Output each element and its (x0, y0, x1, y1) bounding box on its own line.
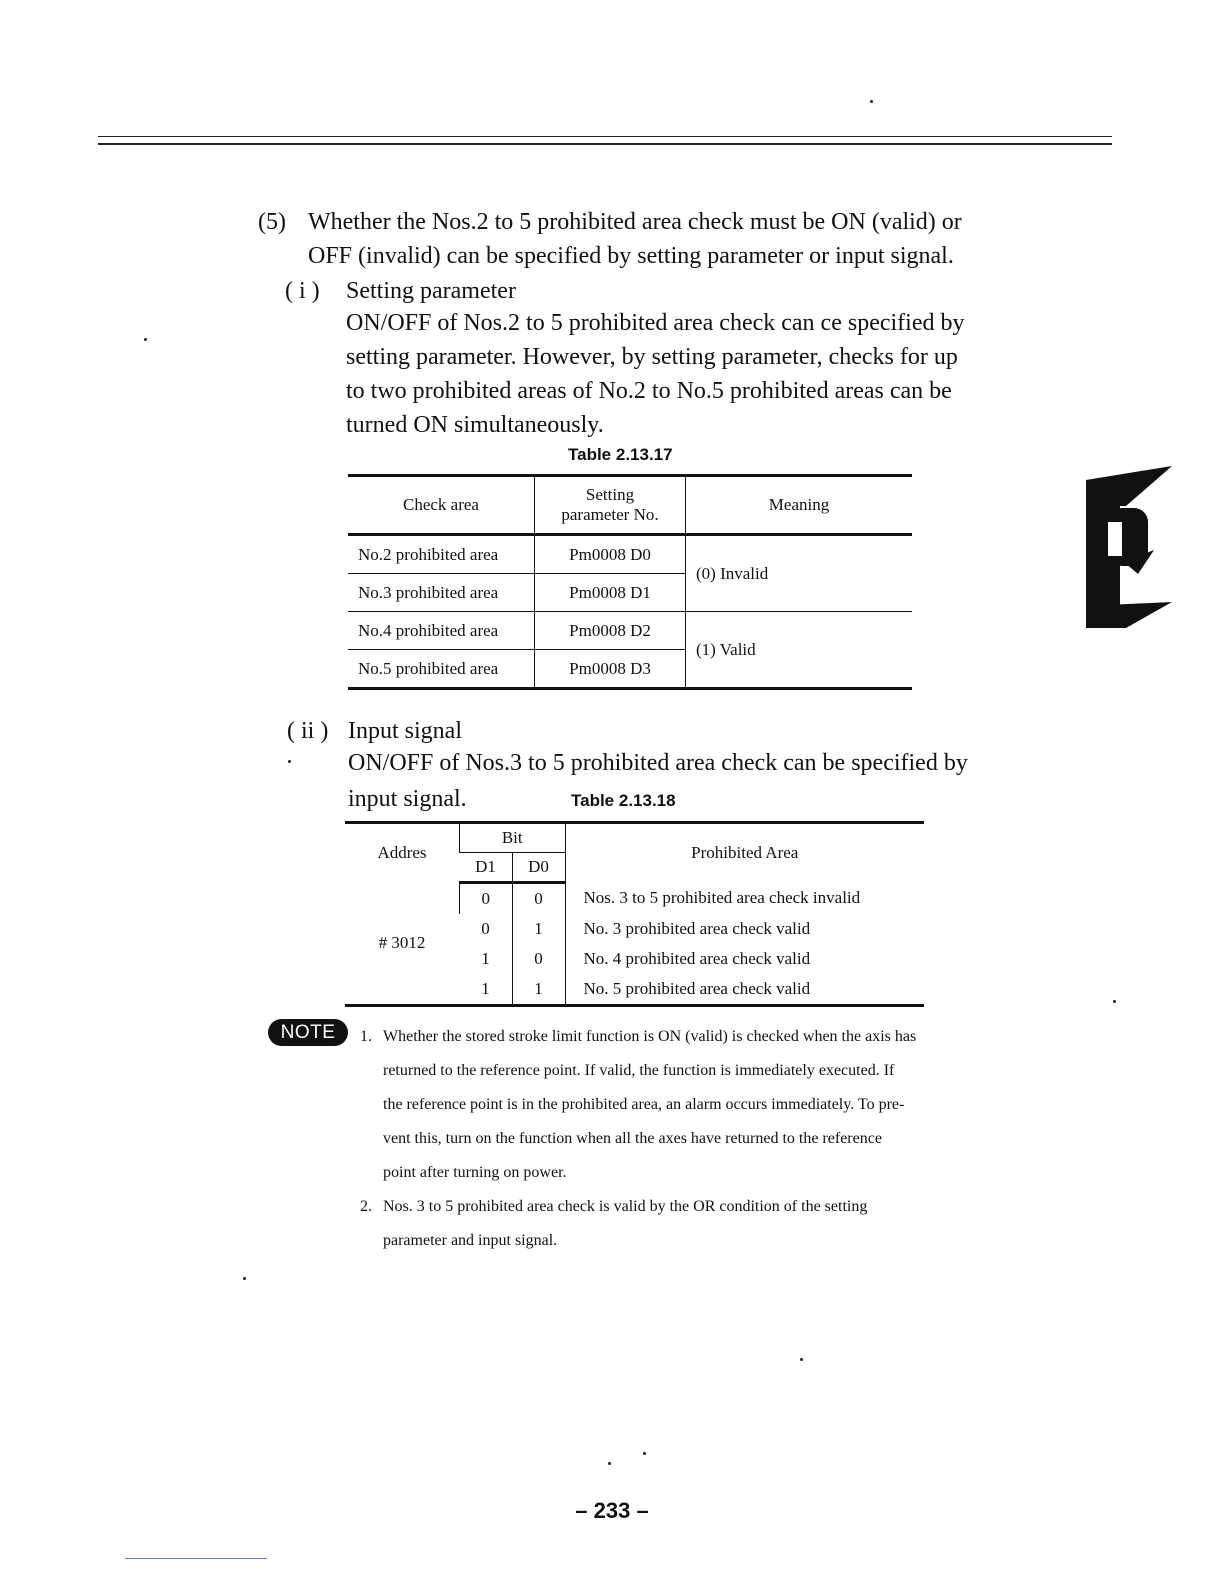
chapter-tab-icon (1086, 466, 1176, 628)
d0-cell: 1 (512, 974, 565, 1006)
area-cell: No. 4 prohibited area check valid (565, 944, 924, 974)
area-cell: No. 3 prohibited area check valid (565, 914, 924, 944)
col-address: Addres (377, 843, 427, 863)
check-area-cell: No.3 prohibited area (348, 574, 535, 612)
note-1-number: 1. (360, 1028, 372, 1045)
section-5-line2: OFF (invalid) can be specified by setting parameter or input signal. (308, 243, 954, 269)
note-2-text (383, 1190, 1063, 1258)
note-2-number: 2. (360, 1198, 372, 1215)
d0-cell: 0 (512, 883, 565, 915)
address-cell: # 3012 (378, 933, 426, 953)
param-cell: Pm0008 D2 (535, 612, 686, 650)
sub-i-number: ( i ) (285, 278, 320, 304)
meaning-valid: (1) Valid (686, 612, 913, 689)
check-area-cell: No.4 prohibited area (348, 612, 535, 650)
note-1-line4: vent this, turn on the function when all the axes have returned to the reference (383, 1130, 882, 1147)
d1-cell: 0 (460, 883, 513, 915)
col-meaning: Meaning (686, 476, 913, 535)
scan-dot (243, 1277, 246, 1280)
note-badge: NOTE (268, 1019, 348, 1046)
param-cell: Pm0008 D3 (535, 650, 686, 689)
d1-cell: 0 (481, 919, 490, 938)
note-1-line2: returned to the reference point. If valid, the function is immediately executed. If (383, 1062, 895, 1079)
note-1-text (383, 1020, 1063, 1190)
col-prohibited-area: Prohibited Area (565, 823, 924, 883)
sub-i-title: Setting parameter (346, 278, 516, 304)
sub-i-line4: turned ON simultaneously. (346, 412, 604, 438)
sub-ii-line2: input signal. (348, 786, 467, 812)
sub-i-line1: ON/OFF of Nos.2 to 5 prohibited area check can ce specified by (346, 310, 965, 336)
setting-parameter-table (348, 474, 912, 690)
note-2-line2: parameter and input signal. (383, 1232, 558, 1249)
col-bit: Bit (460, 823, 566, 853)
d0-cell: 1 (512, 914, 565, 944)
page-number: – 233 – (575, 1498, 649, 1523)
scan-dot (870, 100, 873, 103)
table2-caption: Table 2.13.18 (571, 791, 676, 810)
scan-dot (643, 1452, 646, 1455)
d1-cell: 1 (481, 949, 490, 968)
d0-cell: 0 (512, 944, 565, 974)
scan-dot (1113, 1000, 1116, 1003)
sub-ii-line1: ON/OFF of Nos.3 to 5 prohibited area check can be specified by (348, 750, 968, 776)
check-area-cell: No.5 prohibited area (358, 658, 499, 678)
d1-cell: 1 (481, 979, 490, 998)
section-number: (5) (258, 209, 286, 235)
col-setting-line2: parameter No. (561, 505, 659, 524)
note-1-line5: point after turning on power. (383, 1164, 567, 1181)
section-5-text (308, 205, 1068, 273)
header-rule (98, 136, 1112, 137)
header-rule-double (98, 143, 1112, 145)
col-d1: D1 (460, 853, 513, 883)
col-check-area: Check area (348, 476, 535, 535)
note-1-line1: Whether the stored stroke limit function is ON (valid) is checked when the axis has (383, 1028, 917, 1045)
sub-i-line3: to two prohibited areas of No.2 to No.5 prohibited areas can be (346, 378, 952, 404)
table-row (345, 883, 924, 915)
note-1-line3: the reference point is in the prohibited area, an alarm occurs immediately. To pre- (383, 1096, 905, 1113)
footer-rule (125, 1558, 267, 1559)
scan-dot (608, 1462, 611, 1465)
section-5-line1: Whether the Nos.2 to 5 prohibited area check must be ON (valid) or (308, 209, 962, 235)
sub-ii-title: Input signal (348, 718, 462, 744)
note-2-line1: Nos. 3 to 5 prohibited area check is valid by the OR condition of the setting (383, 1198, 868, 1215)
param-cell: Pm0008 D0 (535, 535, 686, 574)
sub-i-line2: setting parameter. However, by setting parameter, checks for up (346, 344, 958, 370)
table-row (348, 612, 912, 650)
param-cell: Pm0008 D1 (535, 574, 686, 612)
input-signal-table (345, 821, 924, 1007)
col-d0: D0 (512, 853, 565, 883)
col-setting-parameter (535, 476, 686, 535)
scan-dot (288, 760, 291, 763)
area-cell: No. 5 prohibited area check valid (565, 974, 924, 1006)
table-row (348, 535, 912, 574)
sub-ii-number: ( ii ) (287, 718, 329, 744)
sub-i-body (346, 306, 1066, 442)
check-area-cell: No.2 prohibited area (348, 535, 535, 574)
table1-caption: Table 2.13.17 (568, 445, 673, 464)
scan-dot (800, 1358, 803, 1361)
area-cell: Nos. 3 to 5 prohibited area check invalid (565, 883, 924, 915)
meaning-invalid: (0) Invalid (686, 535, 913, 612)
col-setting-line1: Setting (585, 485, 635, 504)
scan-dot (144, 338, 147, 341)
